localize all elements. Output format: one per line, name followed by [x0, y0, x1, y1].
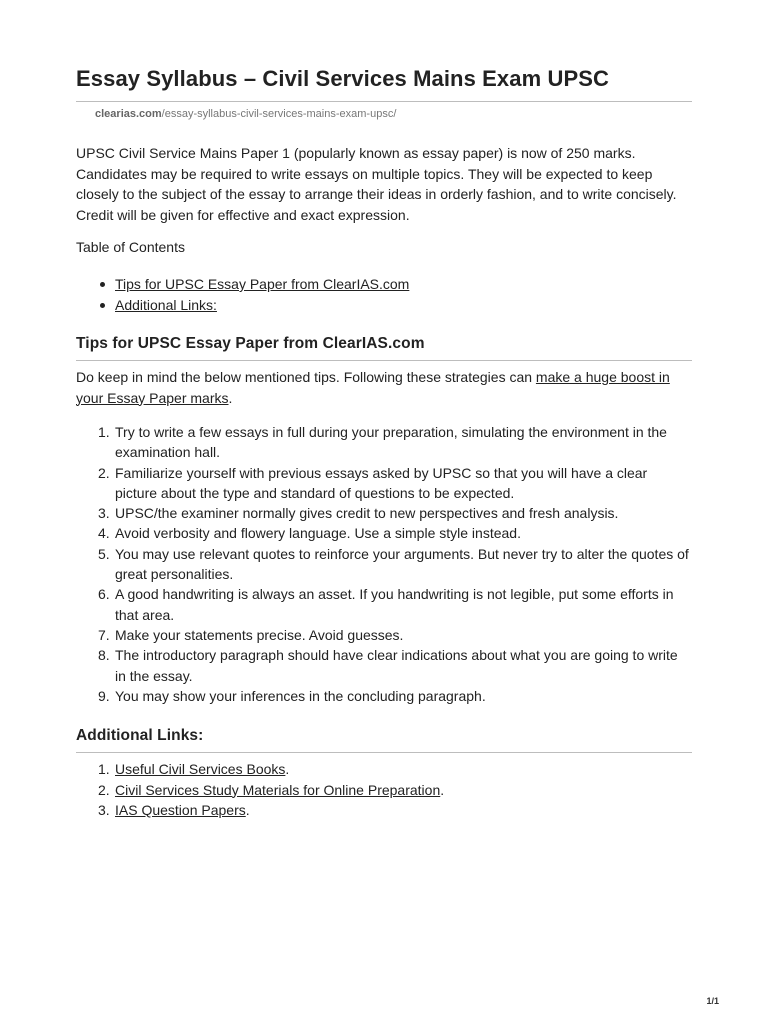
item-number: 2. — [98, 464, 110, 481]
tips-list — [76, 422, 692, 706]
item-text: You may use relevant quotes to reinforce your arguments. But never try to alter the quotes of great personalities. — [115, 545, 689, 583]
url-domain: clearias.com — [95, 108, 162, 120]
tips-heading-divider — [76, 360, 692, 361]
link-suffix: . — [440, 781, 445, 798]
item-number: 9. — [98, 687, 110, 704]
link-suffix: . — [285, 761, 290, 777]
item-text: Familiarize yourself with previous essays asked by UPSC so that you will have a clear picture about the type and standard of questions to be expected. — [115, 464, 648, 501]
page-title: Essay Syllabus – Civil Services Mains Exam UPSC — [76, 66, 609, 91]
list-item — [76, 463, 692, 504]
item-number: 7. — [98, 626, 110, 643]
item-text: Make your statements precise. Avoid guesses. — [115, 626, 404, 643]
list-item — [76, 584, 692, 625]
bullet-icon — [100, 282, 105, 287]
list-item — [76, 800, 692, 821]
source-url[interactable] — [95, 108, 396, 120]
essay-boost-link[interactable]: make a huge boost in your Essay Paper marks — [76, 369, 670, 406]
title-divider — [76, 101, 692, 102]
item-number: 5. — [98, 545, 110, 562]
item-number: 1. — [98, 424, 110, 440]
item-text: Avoid verbosity and flowery language. Use a simple style instead. — [115, 525, 521, 542]
table-of-contents — [76, 274, 409, 315]
item-number: 3. — [98, 802, 110, 818]
link-question-papers[interactable]: IAS Question Papers — [115, 802, 246, 818]
list-item — [76, 686, 692, 706]
item-text: Try to write a few essays in full during your preparation, simulating the environment in the examination hall. — [115, 424, 667, 461]
tips-heading: Tips for UPSC Essay Paper from ClearIAS.com — [76, 335, 425, 352]
additional-links-list — [76, 759, 692, 821]
intro-paragraph: UPSC Civil Service Mains Paper 1 (popularly known as essay paper) is now of 250 marks. Candidates may be required to write essays on multiple topics. They will be expected to keep closely to the subject of the essay to arrange their ideas in orderly fashion, and to write concisely. Credit will be given for effective and exact expression. — [76, 145, 677, 223]
toc-item — [76, 295, 409, 316]
list-item — [76, 625, 692, 645]
list-item — [76, 523, 692, 543]
tips-intro — [76, 367, 692, 408]
item-text: You may show your inferences in the concluding paragraph. — [115, 687, 486, 704]
item-number: 3. — [98, 505, 110, 522]
item-text: UPSC/the examiner normally gives credit to new perspectives and fresh analysis. — [115, 505, 619, 522]
item-text: The introductory paragraph should have clear indications about what you are going to write in the essay. — [115, 647, 678, 684]
item-text: A good handwriting is always an asset. If you handwriting is not legible, put some efforts in that area. — [115, 586, 674, 623]
link-study-materials[interactable]: Civil Services Study Materials for Online Preparation — [115, 781, 441, 798]
list-item — [76, 780, 692, 801]
link-suffix: . — [245, 802, 250, 818]
item-number: 1. — [98, 761, 110, 777]
toc-item — [76, 274, 409, 295]
list-item — [76, 645, 692, 686]
page-number: 1/1 — [706, 996, 719, 1006]
list-item — [76, 422, 692, 463]
bullet-icon — [100, 303, 105, 308]
link-useful-books[interactable]: Useful Civil Services Books — [115, 761, 286, 777]
list-item — [76, 759, 692, 780]
list-item — [76, 544, 692, 585]
url-path: /essay-syllabus-civil-services-mains-exam-upsc/ — [161, 108, 397, 120]
item-number: 8. — [98, 647, 110, 664]
additional-links-divider — [76, 752, 692, 753]
item-number: 2. — [98, 781, 110, 798]
list-item — [76, 503, 692, 523]
toc-link-tips[interactable]: Tips for UPSC Essay Paper from ClearIAS.com — [115, 276, 410, 292]
toc-link-additional[interactable]: Additional Links: — [115, 296, 217, 313]
tips-intro-text: Do keep in mind the below mentioned tips. Following these strategies can — [76, 369, 536, 385]
item-number: 4. — [98, 525, 110, 542]
toc-label: Table of Contents — [76, 239, 185, 255]
additional-links-heading: Additional Links: — [76, 727, 204, 744]
item-number: 6. — [98, 586, 110, 603]
tips-intro-end: . — [228, 389, 233, 406]
